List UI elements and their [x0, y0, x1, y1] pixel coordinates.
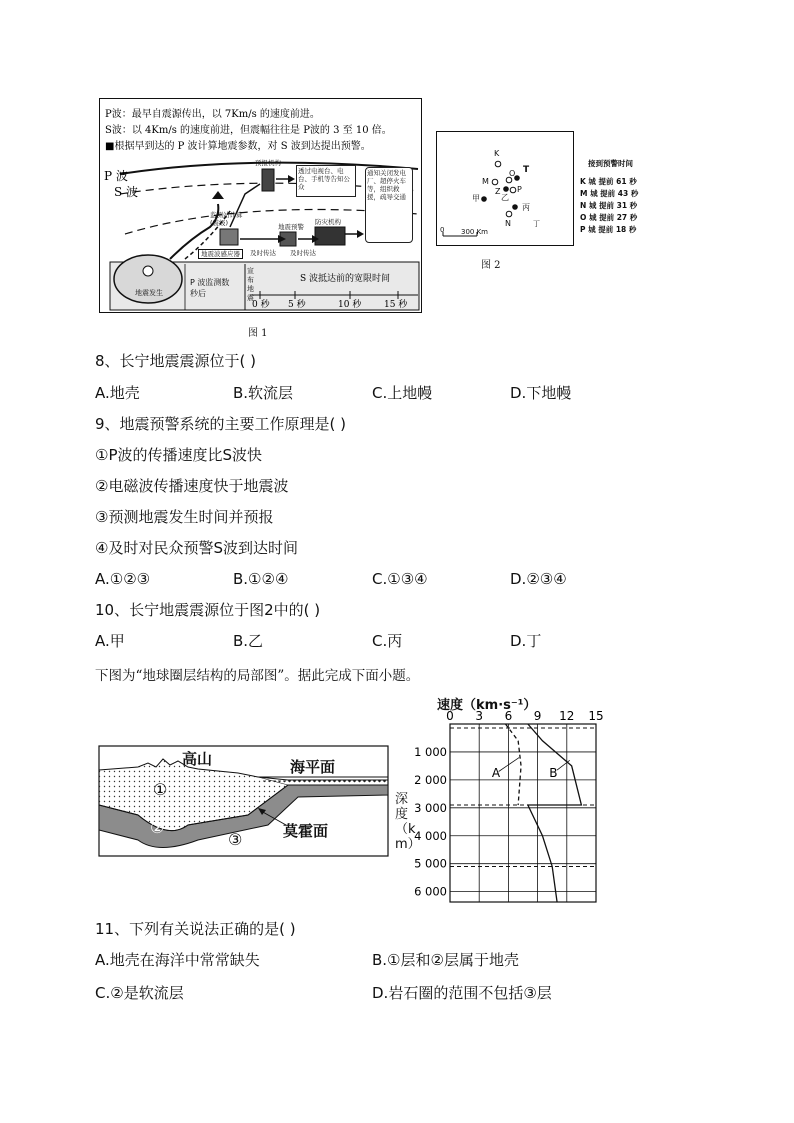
q11-option-b[interactable]: B.①层和②层属于地壳 — [372, 951, 519, 969]
fig1-tick-0: 0 秒 — [252, 300, 270, 310]
map-label-yi: 乙 — [501, 193, 509, 202]
q8-option-c[interactable]: C.上地幔 — [372, 384, 433, 402]
label-sea-level: 海平面 — [290, 758, 336, 776]
q10-stem: 10、长宁地震震源位于图2中的( ) — [95, 601, 321, 619]
q9-option-d[interactable]: D.②③④ — [510, 570, 567, 588]
fig1-tick-5: 5 秒 — [288, 300, 306, 310]
map-label-t: T — [523, 165, 530, 175]
fig1-box-close: 通知关闭发电厂、超停火车等，组织救援，疏导交通 — [365, 167, 413, 243]
y-tick-label: 3 000 — [414, 800, 447, 815]
series-a-label: A — [491, 766, 501, 781]
q9-option-c[interactable]: C.①③④ — [372, 570, 428, 588]
velocity-chart — [392, 708, 604, 906]
q9-option-a[interactable]: A.①②③ — [95, 570, 151, 588]
figure-2-caption: 图 2 — [481, 260, 501, 271]
fig1-text-2: S波：以 4Km/s 的速度前进，但震幅往往是 P波的 3 至 10 倍。 — [105, 125, 392, 136]
map-label-bing: 丙 — [522, 203, 530, 212]
fig1-sensor: 地震波感应器 — [198, 249, 243, 259]
x-tick-label: 9 — [533, 709, 542, 723]
fig2-legend — [580, 176, 638, 236]
x-tick-label: 3 — [475, 709, 484, 723]
label-moho: 莫霍面 — [283, 822, 329, 840]
legend-row: K 城 提前 61 秒 — [580, 177, 637, 186]
fig1-text-1: P波：最早自震源传出，以 7Km/s 的速度前进。 — [105, 109, 320, 120]
s-wave-label: S 波 — [114, 185, 139, 199]
fig1-broadcast: 宣布地震 — [247, 267, 254, 302]
q8-option-b[interactable]: B.软流层 — [233, 384, 294, 402]
chart-frame — [450, 724, 596, 902]
series-b-label: B — [549, 766, 558, 781]
x-tick-label: 6 — [504, 709, 513, 723]
q11-option-c[interactable]: C.②是软流层 — [95, 984, 184, 1002]
label-mountain: 高山 — [182, 750, 213, 768]
map-label-p: P — [517, 185, 522, 194]
y-tick-label: 5 000 — [414, 856, 447, 871]
legend-row: M 城 提前 43 秒 — [580, 189, 639, 198]
q11-option-a[interactable]: A.地壳在海洋中常常缺失 — [95, 951, 260, 969]
fig1-s-window: S 波抵达前的宽限时间 — [300, 274, 391, 284]
fig1-station: 监测站计算(震级) — [210, 211, 243, 227]
label-layer-2: ② — [150, 818, 165, 837]
figure-2 — [436, 131, 574, 246]
legend-row: P 城 提前 18 秒 — [580, 225, 637, 234]
y-tick-label: 1 000 — [414, 744, 447, 759]
x-tick-label: 0 — [446, 709, 454, 723]
fig1-tick-10: 10 秒 — [338, 300, 362, 310]
map-label-k: K — [494, 149, 500, 158]
q9-option-b[interactable]: B.①②④ — [233, 570, 289, 588]
fig1-tick-15: 15 秒 — [384, 300, 408, 310]
y-tick-label: 2 000 — [414, 772, 447, 787]
fig1-transfer-1: 及时传达 — [250, 249, 276, 257]
intro-text: 下图为“地球圈层结构的局部图”。据此完成下面小题。 — [95, 668, 420, 684]
y-tick-label: 6 000 — [414, 884, 447, 899]
fig1-p-detect: P 波监测数秒后 — [190, 278, 230, 298]
map-label-n: N — [505, 219, 511, 228]
figure-1-caption: 图 1 — [248, 328, 268, 339]
figure-1 — [99, 98, 422, 313]
fig2-map — [437, 132, 573, 245]
q10-option-c[interactable]: C.丙 — [372, 632, 403, 650]
q10-option-b[interactable]: B.乙 — [233, 632, 264, 650]
fig1-warning: 地震预警 — [278, 223, 304, 231]
label-layer-1: ① — [153, 780, 168, 799]
map-label-m: M — [482, 177, 489, 186]
fig1-box-notify: 透过电视台、电台、手机等告知公众 — [296, 165, 356, 197]
q9-item-1: ①P波的传播速度比S波快 — [95, 446, 263, 464]
x-tick-label: 15 — [588, 709, 604, 723]
q9-item-2: ②电磁波传播速度快于地震波 — [95, 477, 289, 495]
fig1-ticket: 预报机构 — [255, 159, 281, 167]
x-tick-label: 12 — [559, 709, 575, 723]
map-label-o: O — [509, 169, 516, 178]
q9-stem: 9、地震预警系统的主要工作原理是( ) — [95, 415, 347, 433]
fig1-quake: 地震发生 — [135, 289, 163, 297]
label-layer-3: ③ — [228, 830, 243, 849]
map-label-jia: 甲 — [472, 194, 480, 203]
q9-item-4: ④及时对民众预警S波到达时间 — [95, 539, 298, 557]
map-scale: 300 Km — [461, 228, 488, 236]
map-label-z: Z — [495, 187, 501, 196]
q8-option-d[interactable]: D.下地幔 — [510, 384, 572, 402]
p-wave-label: P 波 — [104, 169, 128, 183]
q8-option-a[interactable]: A.地壳 — [95, 384, 140, 402]
fig2-legend-title: 接到预警时间 — [588, 159, 633, 168]
q8-stem: 8、长宁地震震源位于( ) — [95, 352, 257, 370]
chart-title: 速度（km·s⁻¹） — [437, 698, 537, 713]
map-label-ding: 丁 — [533, 220, 540, 228]
legend-row: N 城 提前 31 秒 — [580, 201, 638, 210]
y-tick-label: 4 000 — [414, 828, 447, 843]
q10-option-a[interactable]: A.甲 — [95, 632, 125, 650]
fig1-ems: 防灾机构 — [315, 218, 341, 226]
chart-y-label: 深度（km） — [395, 792, 421, 852]
q11-stem: 11、下列有关说法正确的是( ) — [95, 920, 296, 938]
fig1-transfer-2: 及时传达 — [290, 249, 316, 257]
q10-option-d[interactable]: D.丁 — [510, 632, 542, 650]
figure-3-cross-section — [98, 745, 390, 857]
q11-option-d[interactable]: D.岩石圈的范围不包括③层 — [372, 984, 552, 1002]
map-scale-zero: 0 — [440, 226, 445, 234]
legend-row: O 城 提前 27 秒 — [580, 213, 638, 222]
fig1-text-3: ■根据早到达的 P 波计算地震参数，对 S 波到达提出预警。 — [105, 141, 371, 152]
q9-item-3: ③预测地震发生时间并预报 — [95, 508, 274, 526]
